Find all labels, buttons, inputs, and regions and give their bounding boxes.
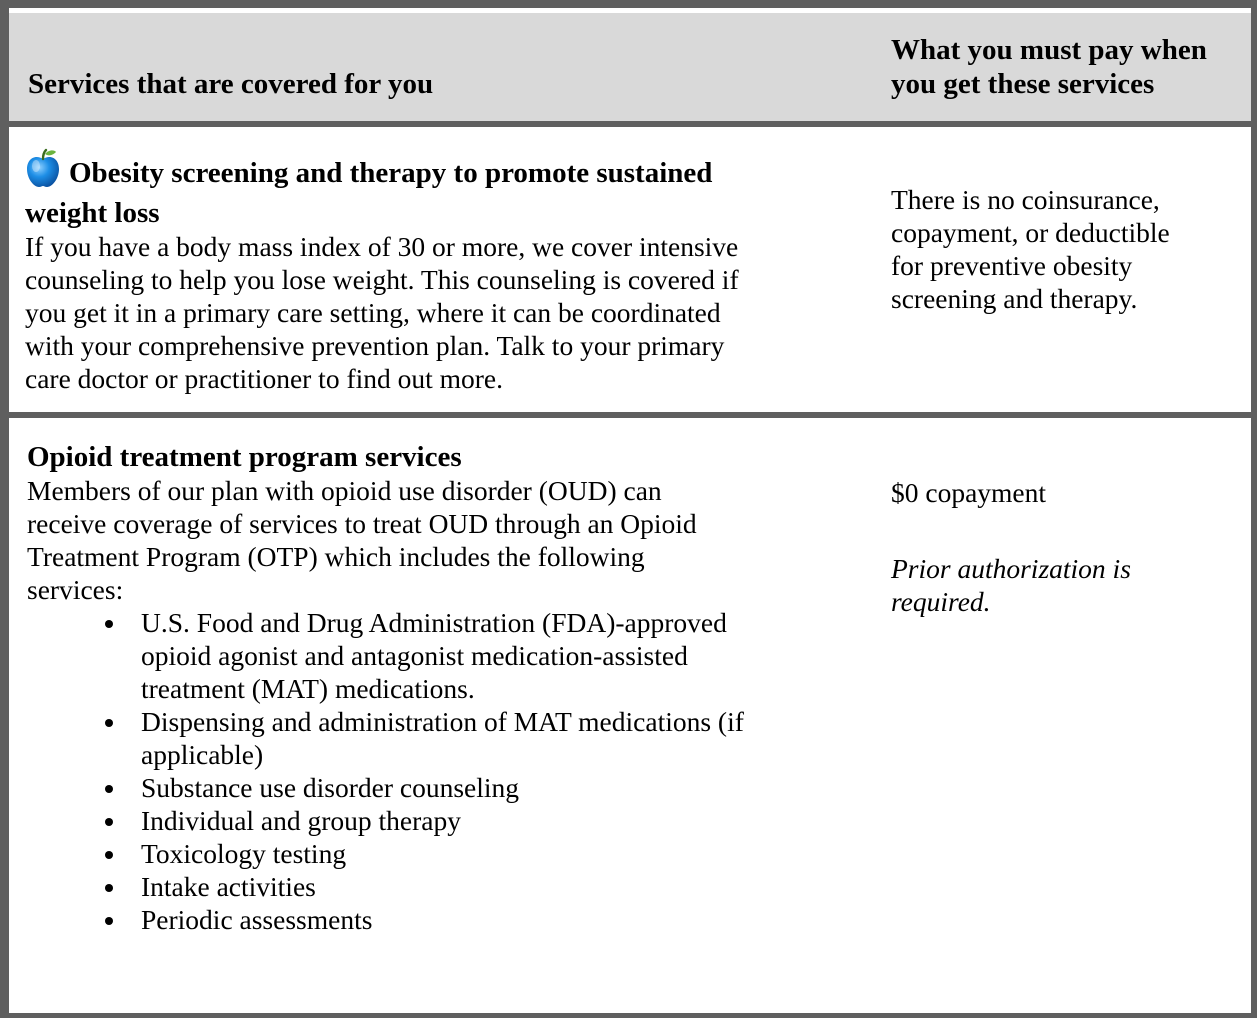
column-header-services: Services that are covered for you — [28, 68, 434, 100]
bullet-icon — [105, 785, 113, 793]
list-item: Individual and group therapy — [27, 804, 867, 837]
bullet-icon — [105, 851, 113, 859]
table-border-top — [0, 0, 1257, 8]
payment-info — [891, 476, 1131, 618]
service-description: Members of our plan with opioid use disorder (OUD) can receive coverage of services to treat OUD through an Opioid Treatment Program (OTP) which includes the following services: — [27, 475, 697, 605]
bullet-icon — [105, 917, 113, 925]
list-item: Periodic assessments — [27, 903, 867, 936]
service-title: Obesity screening and therapy to promote sustained — [25, 148, 865, 196]
row-divider — [0, 412, 1257, 418]
column-header-payment: What you must pay when you get these services — [891, 34, 1207, 100]
table-border-left — [0, 0, 9, 1018]
service-description: If you have a body mass index of 30 or more, we cover intensive counseling to help you lose weight. This counseling is covered if you get it in a primary care setting, where it can be coordinated with your comprehensive prevention plan. Talk to your primary care doctor or practitioner to find out more. — [25, 231, 739, 394]
bullet-icon — [105, 620, 113, 628]
bullet-icon — [105, 884, 113, 892]
copayment-amount: $0 copayment — [891, 477, 1047, 508]
table-border-bottom — [0, 1013, 1257, 1018]
list-item: Intake activities — [27, 870, 867, 903]
table-row — [27, 440, 867, 936]
bullet-icon — [105, 818, 113, 826]
list-item: U.S. Food and Drug Administration (FDA)-approved opioid agonist and antagonist medication-assisted treatment (MAT) medications. — [27, 606, 867, 705]
table-border-right — [1251, 0, 1257, 1018]
list-item: Substance use disorder counseling — [27, 771, 867, 804]
list-item: Dispensing and administration of MAT medications (if applicable) — [27, 705, 867, 771]
service-title: Opioid treatment program services — [27, 441, 462, 473]
bullet-icon — [105, 719, 113, 727]
apple-icon — [25, 148, 61, 196]
table-row: Obesity screening and therapy to promote sustained weight loss If you have a body mass index of 30 or more, we cover intensive counseling to help you lose weight. This counseling is covered if you get it in a primary care setting, where it can be coordinated with your comprehensive prevention plan. Talk to your primary care doctor or practitioner to find out more. — [25, 148, 865, 395]
payment-info: There is no coinsurance, copayment, or deductible for preventive obesity screening and therapy. — [891, 184, 1170, 314]
row-divider — [0, 121, 1257, 127]
list-item: Toxicology testing — [27, 837, 867, 870]
authorization-note: Prior authorization is required. — [891, 553, 1131, 617]
service-list — [27, 606, 867, 936]
